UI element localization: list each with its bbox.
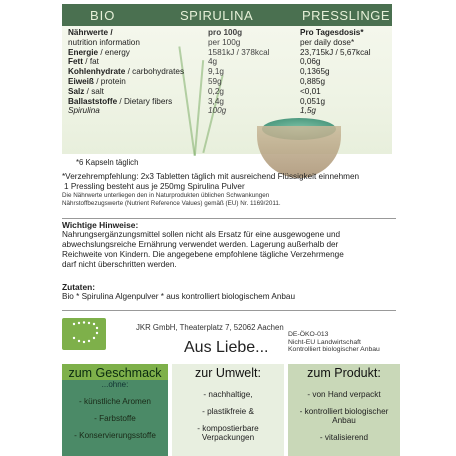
warning-line: abwechslungsreiche Ernährung verwendet werden. Lagerung außerhalb der <box>62 240 339 249</box>
aus-liebe-heading: Aus Liebe... <box>184 339 269 356</box>
fineprint-line: Nährstoffbezugswerte (Nutrient Reference Values) gemäß (EU) Nr. 1169/2011. <box>62 200 281 207</box>
column-title: zum Produkt: <box>307 366 381 380</box>
table-row: Nährwerte / pro 100g Pro Tagesdosis* <box>68 28 364 37</box>
fineprint-line: Die Nährwerte unterliegen den in Naturprodukten üblichen Schwankungen <box>62 192 270 199</box>
table-row: Kohlenhydrate / carbohydrates 9,1g 0,1365g <box>68 67 330 77</box>
warning-line: darf nicht überschritten werden. <box>62 260 177 269</box>
list-item: - künstliche Aromen <box>79 397 151 406</box>
list-item: - plastikfreie & <box>202 407 254 416</box>
list-item: - nachhaltige, <box>203 390 253 399</box>
table-row: Eiweiß / protein 59g 0,885g <box>68 76 326 86</box>
column-subtitle: ...ohne: <box>101 380 129 389</box>
header-presslinge: PRESSLINGE <box>302 7 391 23</box>
table-row: Ballaststoffe / Dietary fibers 3,4g 0,051g <box>68 96 326 106</box>
list-item: - kontrolliert biologischer Anbau <box>299 407 389 425</box>
header-banner <box>62 4 392 26</box>
column-title: zur Umwelt: <box>195 366 261 380</box>
divider <box>62 218 396 219</box>
table-row: Salz / salt 0,2g <0,01 <box>68 86 321 96</box>
warning-line: Nahrungsergänzungsmittel sollen nicht als Ersatz für eine ausgewogene und <box>62 230 341 239</box>
table-row: nutrition information per 100g per daily dose* <box>68 37 355 47</box>
recommendation-block <box>62 172 402 208</box>
column-geschmack <box>62 364 168 456</box>
nutrition-table <box>68 28 400 116</box>
warnings-title: Wichtige Hinweise: <box>62 220 139 230</box>
column-umwelt <box>172 364 284 456</box>
column-title: zum Geschmack <box>68 366 162 380</box>
ingredients-title: Zutaten: <box>62 282 96 292</box>
recommendation-line: 1 Pressling besteht aus je 250mg Spirulina Pulver <box>64 182 245 191</box>
recommendation-line: *Verzehrempfehlung: 2x3 Tabletten täglich mit ausreichend Flüssigkeit einnehmen <box>62 172 360 181</box>
ingredients-text: Bio * Spirulina Algenpulver * aus kontrolliert biologischem Anbau <box>62 292 296 301</box>
list-item: - kompostierbare Verpackungen <box>197 424 259 442</box>
bowl-icon <box>257 126 341 178</box>
capsules-note: *6 Kapseln täglich <box>76 158 139 167</box>
company-address: JKR GmbH, Theaterplatz 7, 52062 Aachen <box>136 323 284 332</box>
warning-line: Reichweite von Kindern. Die angegebene empfohlene tägliche Verzehrmenge <box>62 250 344 259</box>
header-spirulina: SPIRULINA <box>180 7 254 23</box>
header-bio: BIO <box>90 7 116 23</box>
list-item: - Konservierungsstoffe <box>74 431 156 440</box>
table-row: Energie / energy 1581kJ / 378kcal 23,715kJ / 5,67kcal <box>68 47 371 57</box>
list-item: - Farbstoffe <box>94 414 136 423</box>
list-item: - von Hand verpackt <box>307 390 381 399</box>
table-row: Spirulina 100g 1,5g <box>68 106 316 116</box>
certification-text: DE-ÖKO-013 Nicht-EU Landwirtschaft Kontrolliert biologischer Anbau <box>288 331 380 354</box>
list-item: - vitalisierend <box>319 433 369 442</box>
ingredients-block <box>62 282 402 302</box>
warnings-block <box>62 220 402 270</box>
divider <box>62 310 396 311</box>
table-row: Fett / fat 4g 0,06g <box>68 57 321 67</box>
column-produkt <box>288 364 400 456</box>
eu-organic-leaf-logo <box>62 318 106 350</box>
